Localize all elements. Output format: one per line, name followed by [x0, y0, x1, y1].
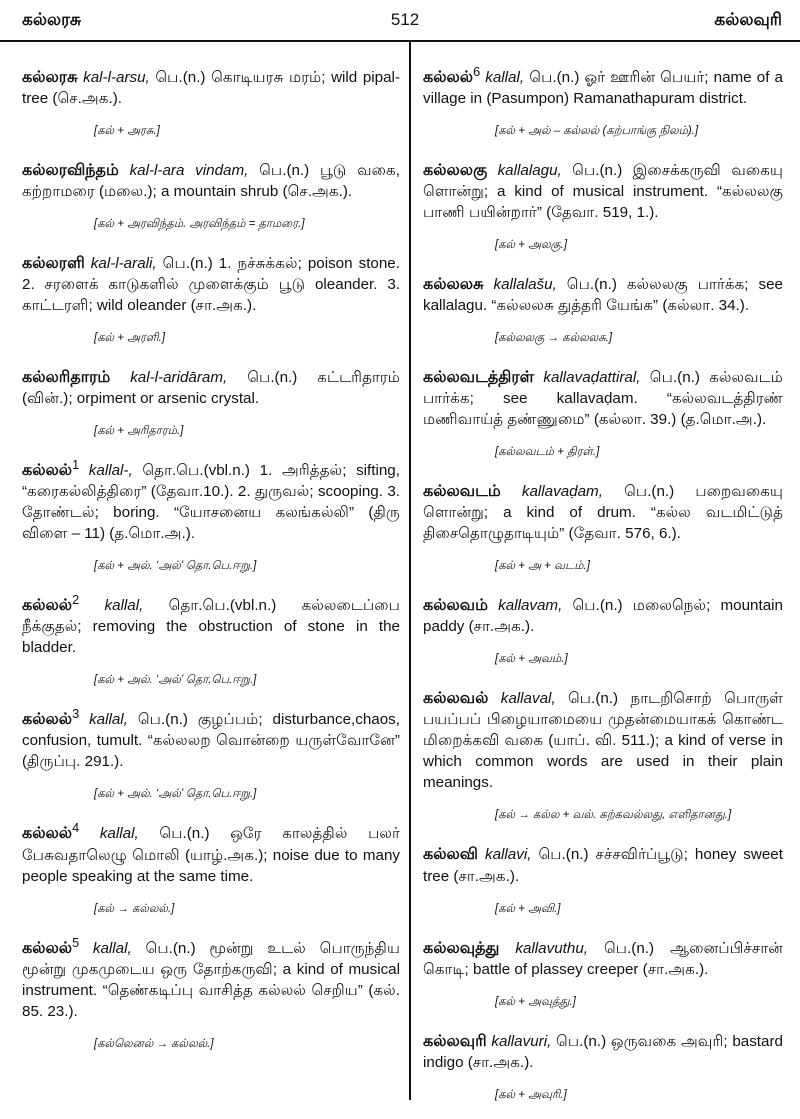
- definition: பெ.(n.) 1. நச்சுக்கல்; poison stone. 2. சரளைக் காடுகளில் முளைக்கும் பூடு oleander. 3. காட்டரளி; wild oleander (சா.அக.).: [22, 255, 400, 315]
- dictionary-entry: [423, 476, 783, 544]
- dictionary-entry: [423, 155, 783, 223]
- definition: பெ.(n.) கட்டரிதாரம் (வின்.); orpiment or arsenic crystal.: [22, 369, 400, 408]
- etymology: [கல் + அலகு.]: [495, 239, 568, 252]
- transliteration: kallal,: [89, 711, 128, 729]
- dictionary-entry: [22, 362, 400, 409]
- definition: பெ.(n.) நாடறிசொற் பொருள் பயப்பப் பிழையாமையை முதன்மையாகக் கொண்ட மிறைக்கவி வகை (யாப். வி. 511.); a kind of verse in which common words are used in their plain meanings.: [423, 690, 783, 792]
- definition: பெ.(n.) குழப்பம்; disturbance,chaos, confusion, tumult. “கல்லலற வொன்றை யருள்வோனே” (திருப்பு. 291.).: [22, 711, 400, 771]
- headword: கல்லவுத்து: [423, 939, 500, 957]
- transliteration: kallavuri,: [491, 1032, 552, 1050]
- etymology: [கல் + அரிதாரம்.]: [94, 425, 184, 438]
- dictionary-entry: [22, 248, 400, 316]
- transliteration: kallal,: [104, 597, 144, 615]
- homonym-number: 6: [473, 65, 481, 79]
- definition: பெ.(n.) கல்லவடம் பார்க்க; see kallavaḍam. “கல்லவடத்திரண் மணிவாய்த் தண்ணுமை” (கல்லா. 39.) (த.மொ.அ.).: [423, 369, 783, 429]
- definition: பெ.(n.) ஆனைப்பிச்சான் கொடி; battle of plassey creeper (சா.அக.).: [423, 939, 783, 978]
- etymology: [கல்லலகு → கல்லலசு.]: [495, 332, 613, 345]
- headword: கல்லல்: [22, 711, 73, 729]
- definition: பெ.(n.) பூடு வகை, கற்றாமரை (மலை.); a mountain shrub (செ.அக.).: [22, 162, 400, 201]
- headword: கல்லரசு: [22, 69, 78, 87]
- dictionary-entry: [423, 269, 783, 316]
- transliteration: kallalagu,: [497, 162, 562, 180]
- etymology: [கல் + அரசு.]: [94, 125, 160, 138]
- dictionary-entry: [22, 704, 400, 772]
- transliteration: kallal,: [99, 825, 139, 843]
- definition: பெ.(n.) கொடியரசு மரம்; wild pipal-tree (செ.அக.).: [22, 69, 400, 108]
- definition: பெ.(n.) ஒரே காலத்தில் பலர் பேசுவதாலெழு மொலி (யாழ்.அக.); noise due to many people speaking at the same time.: [22, 825, 400, 885]
- definition: பெ.(n.) ஓர் ஊரின் பெயர்; name of a village in (Pasumpon) Ramanathapuram district.: [423, 69, 783, 108]
- definition: பெ.(n.) ஒருவகை அவுரி; bastard indigo (சா.அக.).: [423, 1032, 783, 1071]
- headword: கல்லலகு: [423, 162, 488, 180]
- transliteration: kallal,: [485, 69, 525, 87]
- definition: பெ.(n.) இசைக்கருவி வகையு ளொன்று; a kind of musical instrument. “கல்லலகு பாணி பயின்றார்” (தேவா. 519, 1.).: [423, 162, 783, 222]
- dictionary-entry: [423, 933, 783, 980]
- etymology: [கல் + அ + வடம்.]: [495, 560, 590, 573]
- transliteration: kal-l-arali,: [90, 255, 157, 273]
- etymology: [கல் + அல். ‘அல்’ தொ.பெ.ஈறு.]: [94, 560, 257, 573]
- headword: கல்லரவிந்தம்: [22, 162, 119, 180]
- page-number: 512: [390, 10, 420, 29]
- dictionary-entry: [423, 62, 783, 109]
- headword: கல்லவடத்திரள்: [423, 369, 535, 387]
- column-divider: [409, 40, 411, 1100]
- transliteration: kal-l-ara vindam,: [129, 162, 249, 180]
- headword: கல்லவம்: [423, 597, 488, 615]
- dictionary-entry: [423, 362, 783, 430]
- etymology: [கல் + அவி.]: [495, 902, 561, 915]
- transliteration: kallal,: [92, 939, 132, 957]
- dictionary-entry: [22, 933, 400, 1022]
- etymology: [கல் + அல் – கல்லல் (கற்பாங்கு நிலம்).]: [495, 125, 699, 138]
- transliteration: kallavaḍattiral,: [543, 369, 641, 387]
- headword: கல்லல்: [423, 69, 474, 87]
- dictionary-entry: [423, 683, 783, 793]
- header-first-word: கல்லரசு: [22, 10, 81, 29]
- headword: கல்லலசு: [423, 276, 484, 294]
- etymology: [கல் + அல். ‘அல்’ தொ.பெ.ஈறு.]: [94, 674, 257, 687]
- dictionary-entry: [423, 590, 783, 637]
- etymology: [கல் + அரவிந்தம். அரவிந்தம் = தாமரை.]: [94, 218, 305, 231]
- homonym-number: 4: [72, 821, 80, 836]
- etymology: [கல் + அல். ‘அல்’ தொ.பெ.ஈறு.]: [94, 788, 257, 801]
- homonym-number: 1: [72, 458, 80, 473]
- headword: கல்லல்: [22, 597, 73, 615]
- dictionary-entry: [22, 155, 400, 202]
- homonym-number: 3: [72, 707, 80, 722]
- transliteration: kallal-,: [88, 462, 133, 480]
- definition: தொ.பெ.(vbl.n.) 1. அரித்தல்; sifting, “கரைகல்லித்திரை” (தேவா.10.). 2. துருவல்; scooping. 3. தோண்டல்; boring. “யோசனைய கலங்கல்லி” (திரு விளை – 11) (த.மொ.அ.).: [22, 462, 400, 543]
- etymology: [கல் → கல்லல்.]: [94, 902, 175, 915]
- transliteration: kallalašu,: [493, 276, 557, 294]
- etymology: [கல்லவடம் + திரள்.]: [495, 446, 600, 459]
- definition: தொ.பெ.(vbl.n.) கல்லடைப்பை நீக்குதல்; removing the obstruction of stone in the bladder.: [22, 597, 400, 657]
- headword: கல்லரிதாரம்: [22, 369, 111, 387]
- headword: கல்லல்: [22, 462, 73, 480]
- etymology: [கல் + அரளி.]: [94, 332, 166, 345]
- homonym-number: 5: [72, 935, 80, 950]
- headword: கல்லவுரி: [423, 1032, 487, 1050]
- etymology: [கல் + அவுத்து.]: [495, 995, 576, 1008]
- etymology: [கல் + அவம்.]: [495, 653, 568, 666]
- transliteration: kallavuthu,: [515, 939, 588, 957]
- dictionary-entry: [423, 839, 783, 886]
- headword: கல்லல்: [22, 825, 73, 843]
- headword: கல்லல்: [22, 939, 73, 957]
- dictionary-entry: [22, 62, 400, 109]
- definition: பெ.(n.) மூன்று உடல் பொருந்திய மூன்று முகமுடைய ஒரு தோற்கருவி; a kind of musical instrument. “தெண்கடிப்பு வாசித்த கல்லல் செறிய” (கல். 85. 23.).: [22, 939, 400, 1020]
- definition: பெ.(n.) பறைவகையு ளொன்று; a kind of drum. “கல்ல வடமிட்டுத் திசைதொழுதாடியும்” (தேவா. 576, 6.).: [423, 483, 783, 543]
- transliteration: kallavaḍam,: [521, 483, 603, 501]
- transliteration: kallavi,: [485, 846, 532, 864]
- headword: கல்லவி: [423, 846, 478, 864]
- homonym-number: 2: [72, 593, 80, 608]
- etymology: [கல்லெனல் → கல்லல்.]: [94, 1037, 214, 1050]
- transliteration: kal-l-aridāram,: [130, 369, 228, 387]
- transliteration: kallaval,: [500, 690, 556, 708]
- transliteration: kal-l-arsu,: [83, 69, 150, 87]
- definition: பெ.(n.) சச்சவிர்ப்பூடு; honey sweet tree (சா.அக.).: [423, 846, 783, 885]
- headword: கல்லவல்: [423, 690, 489, 708]
- headword: கல்லவடம்: [423, 483, 501, 501]
- left-column: [22, 62, 400, 1068]
- definition: பெ.(n.) மலைநெல்; mountain paddy (சா.அக.).: [423, 597, 783, 636]
- etymology: [கல் + அவுரி.]: [495, 1088, 567, 1101]
- right-column: [423, 62, 783, 1119]
- dictionary-entry: [423, 1026, 783, 1073]
- page-header: [0, 0, 800, 42]
- definition: பெ.(n.) கல்லலகு பார்க்க; see kallalagu. “கல்லலசு துத்தரி யேங்க” (கல்லா. 34.).: [423, 276, 783, 315]
- headword: கல்லரளி: [22, 255, 85, 273]
- dictionary-entry: [22, 590, 400, 658]
- dictionary-entry: [22, 818, 400, 886]
- etymology: [கல் → கல்ல + வல். கற்கவல்லது, எளிதானது.]: [495, 809, 732, 822]
- dictionary-entry: [22, 455, 400, 544]
- header-last-word: கல்லவுரி: [714, 10, 782, 29]
- transliteration: kallavam,: [498, 597, 563, 615]
